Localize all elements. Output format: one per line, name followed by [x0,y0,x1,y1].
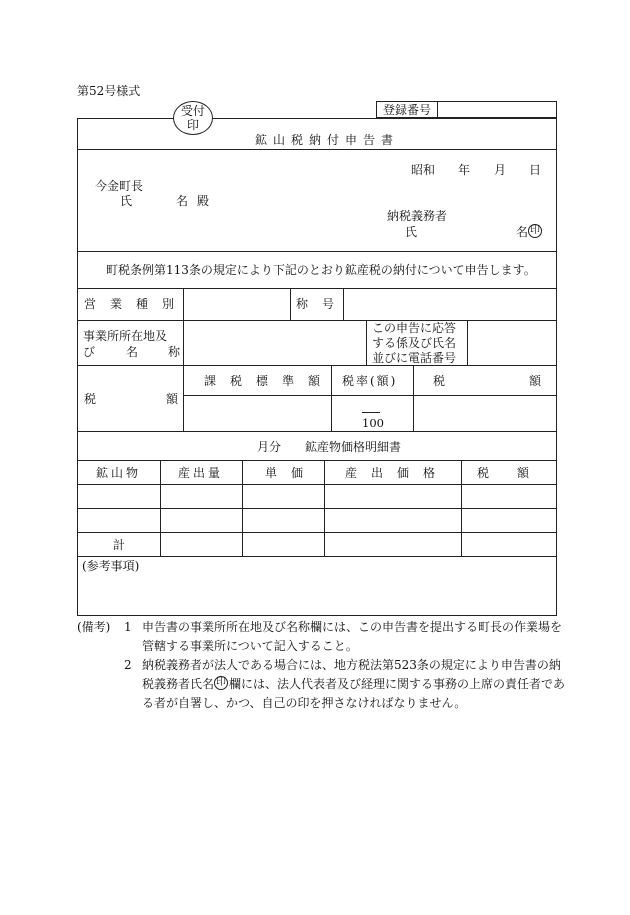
detail-heading-divider [77,460,557,461]
receipt-stamp-line1: 受付 [181,104,206,118]
tax-rate-header: 税率(額) [342,374,398,388]
tax-block-label-a: 税 [84,392,97,406]
detail-header-tax: 税額 [477,466,558,480]
name-label-left [290,288,291,320]
total-row-divider [77,556,557,557]
remarks-item1-line2: 管轄する事業所について記入すること。 [142,639,358,653]
detail-heading: 月分 鉱産物価格明細書 [257,440,402,454]
remarks-item2-line3: る者が自署し、かつ、自己の印を押さなければなりません。 [142,696,467,710]
tax-base-right [331,365,332,431]
office-label-line2b: 名 [126,345,139,359]
detail-header-unit-price: 単価 [265,466,318,480]
tax-base-header: 課税標準額 [204,374,335,388]
declaration-text: 町税条例第113条の規定により下記のとおり鉱産税の納付について申告します。 [106,263,536,277]
taxpayer-name-b: 名 [516,225,529,239]
business-type-divider [183,288,184,320]
table-row [77,532,557,533]
remarks-seal-icon: 印 [216,677,226,688]
total-label: 計 [113,538,126,552]
remarks-item2-line1: 納税義務者が法人である場合には、地方税法第523条の規定により申告書の納 [142,658,561,672]
tax-header-divider [183,395,557,396]
declaration-divider [77,288,557,289]
detail-header-output: 産出量 [178,466,224,480]
contact-label-line1: この申告に応答 [372,321,457,335]
rate-fraction-bar [362,412,380,413]
contact-label-left [366,320,367,365]
table-row [77,508,557,509]
contact-label-right [467,320,468,365]
name-label-right [343,288,344,320]
remarks-item1-num: 1 [124,620,132,634]
taxpayer-seal-icon: 印 [530,225,540,236]
form-outer-border [77,118,557,616]
business-type-label: 営業種別 [84,297,189,311]
addressee-name-a: 氏 [120,194,133,208]
remarks-item2-num: 2 [124,658,132,672]
office-divider [183,320,184,365]
remarks-item2-line2b: 欄には、法人代表者及び経理に関する事務の上席の責任者であ [229,677,566,691]
addressee-line: 今金町長 [95,179,144,193]
office-label-line2a: び [83,345,96,359]
taxpayer-name-a: 氏 [405,225,418,239]
form-title: 鉱山税納付申告書 [255,133,400,147]
office-label-line2c: 称 [168,345,181,359]
header-section-divider [77,251,557,252]
date-day: 日 [529,163,542,177]
trade-name-label: 称号 [296,297,349,311]
tax-rate-right [413,365,414,431]
form-number: 第52号様式 [77,84,141,98]
contact-label-line2: する係及び氏名 [372,336,457,350]
rate-denominator: 100 [362,416,384,430]
detail-header-divider [77,484,557,485]
registration-divider [437,101,438,118]
remarks-label: (備考) [77,620,111,634]
title-divider [77,149,557,150]
tax-block-label-b: 額 [166,392,179,406]
addressee-honorific: 殿 [197,194,210,208]
detail-header-value: 産出価格 [345,466,450,480]
receipt-stamp-line2: 印 [187,118,200,132]
contact-label-line3: 並びに電話番号 [372,351,457,365]
tax-amount-header-b: 額 [529,374,542,388]
date-era: 昭和 [411,163,436,177]
office-label-line1: 事業所所在地及 [83,329,168,343]
date-month: 月 [494,163,507,177]
remarks-item2-line2a: 税義務者氏名 [142,677,215,691]
notes-label: (参考事項) [82,559,140,573]
tax-block-bottom [77,431,557,432]
tax-block-divider [183,365,184,431]
date-year: 年 [458,163,471,177]
business-row-divider [77,320,557,321]
taxpayer-label: 納税義務者 [387,209,448,223]
office-row-divider [77,365,557,366]
tax-amount-header-a: 税 [433,374,446,388]
addressee-name-b: 名 [176,194,189,208]
registration-label: 登録番号 [383,103,432,117]
detail-header-mineral: 鉱山物 [96,466,142,480]
remarks-item1-line1: 申告書の事業所所在地及び名称欄には、この申告書を提出する町長の作業場を [142,620,563,634]
